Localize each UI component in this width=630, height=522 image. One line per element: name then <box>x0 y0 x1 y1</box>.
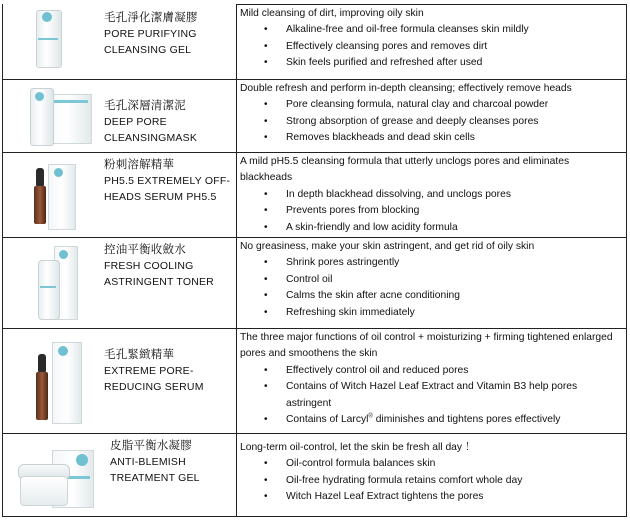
row-divider <box>2 433 627 434</box>
benefit-item: • Alkaline-free and oil-free formula cleanses skin mildly <box>240 22 624 38</box>
table-border-right <box>626 4 627 516</box>
product-name: 皮脂平衡水凝膠 ANTI-BLEMISH TREATMENT GEL <box>110 440 200 484</box>
row-divider <box>2 516 627 517</box>
benefit-item: • Removes blackheads and dead skin cells <box>240 130 624 146</box>
product-name: 毛孔深層清潔泥 DEEP PORE CLEANSINGMASK <box>104 100 198 144</box>
benefit-item: • Pore cleansing formula, natural clay and charcoal powder <box>240 97 624 113</box>
benefit-item: • Refreshing skin immediately <box>240 305 624 321</box>
table-border-left <box>2 4 3 516</box>
product-name: 粉刺溶解精華 PH5.5 EXTREMELY OFF- HEADS SERUM PH5.5 <box>104 159 231 203</box>
benefit-item: • Shrink pores astringently <box>240 255 624 271</box>
benefit-item: • Strong absorption of grease and deeply cleanses pores <box>240 114 624 130</box>
column-divider <box>236 4 237 516</box>
benefit-item: • Effectively control oil and reduced pores <box>240 363 624 379</box>
product-name: 毛孔淨化潔膚凝膠 PORE PURIFYING CLEANSING GEL <box>104 12 198 56</box>
row-divider <box>2 152 627 153</box>
row-divider <box>2 79 627 80</box>
product-description: No greasiness, make your skin astringent, and get rid of oily skin • Shrink pores astringently • Control oil • Calms the skin after acne conditioning • Refreshing skin immediately <box>240 239 624 321</box>
benefit-item: • Control oil <box>240 272 624 288</box>
benefit-item: • In depth blackhead dissolving, and unclogs pores <box>240 187 624 203</box>
product-image-cleansing-mask <box>22 84 94 148</box>
benefit-item: • Contains of Witch Hazel Leaf Extract and Vitamin B3 help pores astringent <box>240 379 624 412</box>
benefit-item: • Effectively cleansing pores and removes dirt <box>240 39 624 55</box>
product-description: Double refresh and perform in-depth cleansing; effectively remove heads • Pore cleansing formula, natural clay and charcoal powder • Strong absorption of grease and deeply cleanses pores • Removes blackheads and dead skin cells <box>240 81 624 147</box>
product-image-pore-serum <box>30 336 86 426</box>
product-image-serum <box>30 158 80 232</box>
product-image-treatment-gel <box>10 440 98 510</box>
product-name: 毛孔緊緻精華 EXTREME PORE- REDUCING SERUM <box>104 349 204 393</box>
product-description: The three major functions of oil control + moisturizing + firming tightened enlarged pores and smoothens the skin • Effectively control oil and reduced pores • Contains of Witch Hazel Leaf Extract and Vitamin B3 help pores astringent • Contains of Larcyl® diminishes and tightens pores effectively <box>240 330 624 428</box>
row-divider <box>2 237 627 238</box>
benefit-item: • Calms the skin after acne conditioning <box>240 288 624 304</box>
product-description: Mild cleansing of dirt, improving oily skin • Alkaline-free and oil-free formula cleanses skin mildly • Effectively cleansing pores and removes dirt • Skin feels purified and refreshed after used <box>240 6 624 72</box>
benefit-item: • Witch Hazel Leaf Extract tightens the pores <box>240 489 624 505</box>
product-name: 控油平衡收斂水 FRESH COOLING ASTRINGENT TONER <box>104 244 214 288</box>
benefit-item: • Oil-free hydrating formula retains comfort whole day <box>240 473 624 489</box>
row-divider <box>236 4 627 5</box>
product-image-toner <box>34 242 80 322</box>
product-description: A mild pH5.5 cleansing formula that utterly unclogs pores and eliminates blackheads • In depth blackhead dissolving, and unclogs pores • Prevents pores from blocking • A skin-friendly and low acidity formula <box>240 154 624 236</box>
row-divider <box>2 328 627 329</box>
product-description: Long-term oil-control, let the skin be fresh all day ！ • Oil-control formula balances skin • Oil-free hydrating formula retains comfort whole day • Witch Hazel Leaf Extract tightens the pores <box>240 440 624 506</box>
benefit-item: • Contains of Larcyl® diminishes and tightens pores effectively <box>240 412 624 428</box>
benefit-item: • Oil-control formula balances skin <box>240 456 624 472</box>
benefit-item: • Prevents pores from blocking <box>240 203 624 219</box>
benefit-item: • A skin-friendly and low acidity formula <box>240 220 624 236</box>
product-image-cleansing-gel <box>28 8 68 72</box>
benefit-item: • Skin feels purified and refreshed after used <box>240 55 624 71</box>
